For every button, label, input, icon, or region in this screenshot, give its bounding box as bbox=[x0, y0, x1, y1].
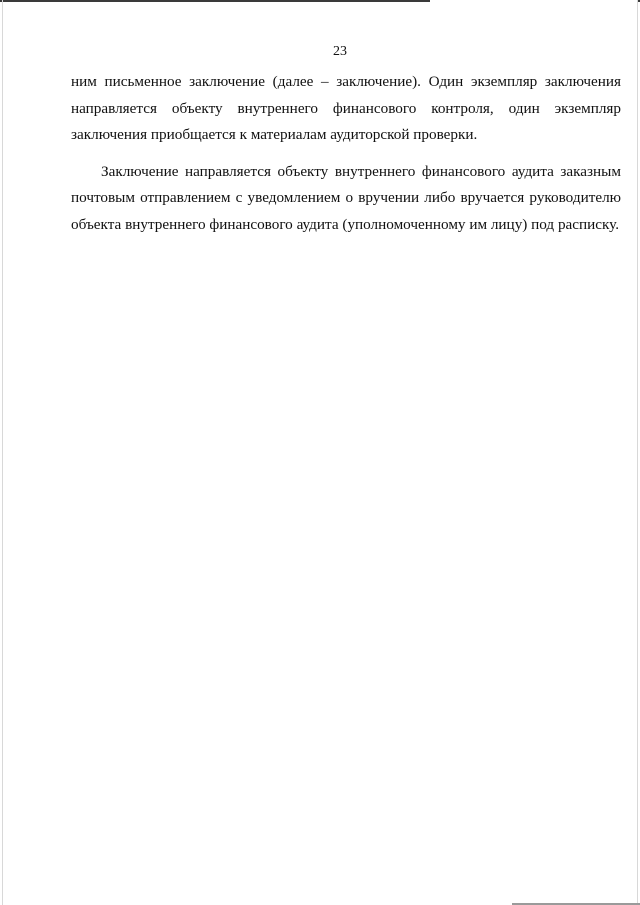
page-number: 23 bbox=[333, 44, 347, 59]
paragraph-continuation: ним письменное заключение (далее – заключение). Один экземпляр заключения направляется объекту внутреннего финансового контроля, один экземпляр заключения приобщается к материалам аудиторской проверки. bbox=[71, 73, 621, 144]
scan-right-edge bbox=[637, 0, 638, 905]
paragraph-delivery: Заключение направляется объекту внутреннего финансового аудита заказным почтовым отправлением с уведомлением о вручении либо вручается руководителю объекта внутреннего финансового аудита (уполномоченному им лицу) под расписку. bbox=[71, 162, 621, 233]
scan-top-border bbox=[0, 0, 430, 2]
document-body bbox=[71, 69, 621, 239]
scan-left-edge bbox=[2, 0, 3, 905]
